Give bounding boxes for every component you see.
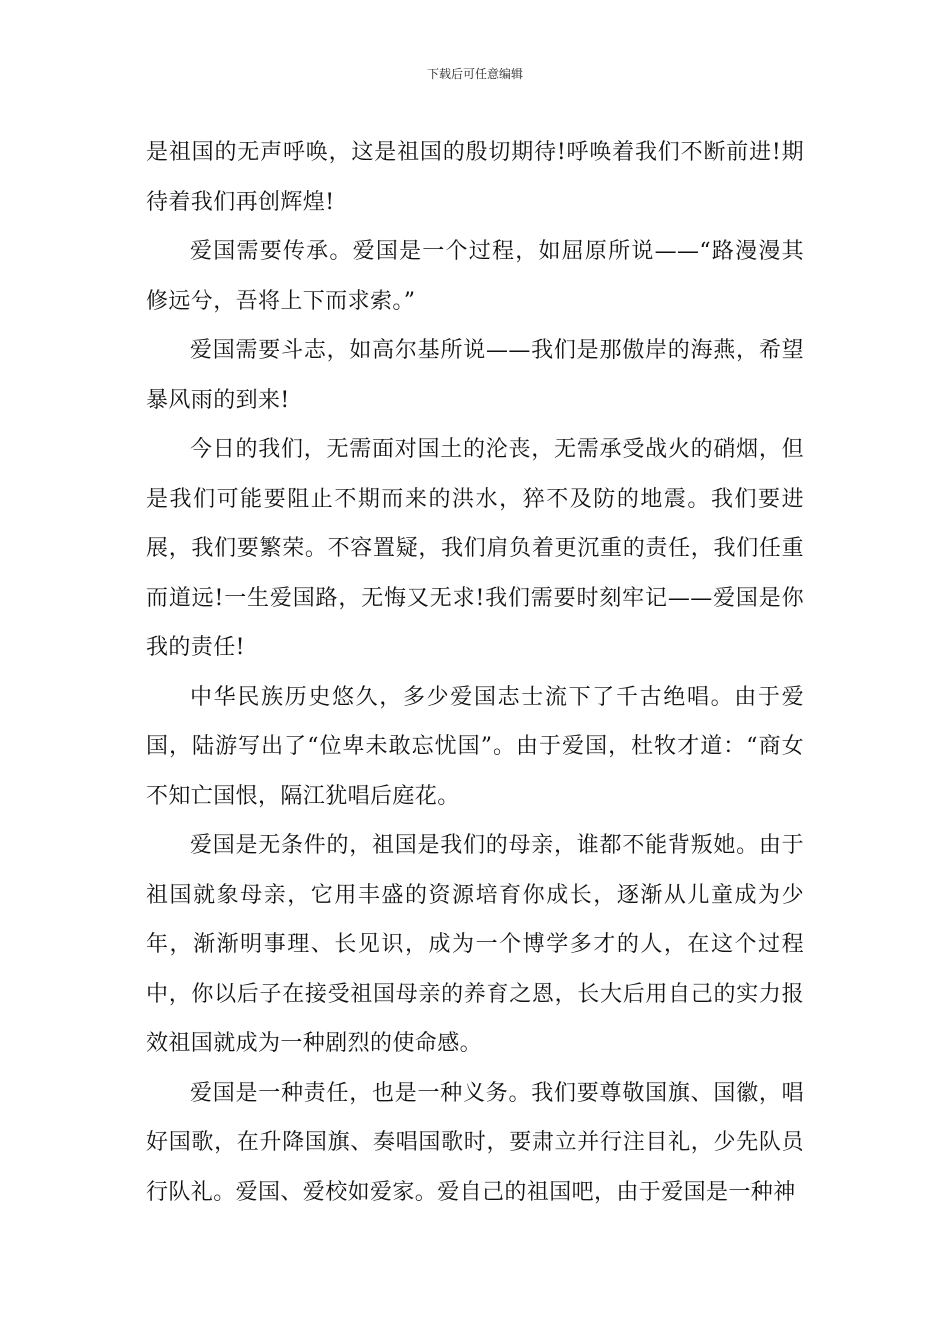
paragraph-3: 爱国需要斗志，如高尔基所说——我们是那傲岸的海燕，希望暴风雨的到来! <box>146 338 804 413</box>
paragraph-1: 是祖国的无声呼唤，这是祖国的殷切期待!呼唤着我们不断前进!期待着我们再创辉煌! <box>146 140 804 215</box>
paragraph-2: 爱国需要传承。爱国是一个过程，如屈原所说——“路漫漫其修远兮，吾将上下而求索。” <box>146 239 804 314</box>
paragraph-7: 爱国是一种责任，也是一种义务。我们要尊敬国旗、国徽，唱好国歌，在升降国旗、奏唱国歌时，要肃立并行注目礼，少先队员行队礼。爱国、爱校如爱家。爱自己的祖国吧，由于爱国是一种神 <box>146 1080 804 1205</box>
paragraph-5: 中华民族历史悠久，多少爱国志士流下了千古绝唱。由于爱国，陆游写出了“位卑未敢忘忧国”。由于爱国，杜牧才道：“商女不知亡国恨，隔江犹唱后庭花。 <box>146 684 804 809</box>
paragraph-4: 今日的我们，无需面对国土的沦丧，无需承受战火的硝烟，但是我们可能要阻止不期而来的洪水，猝不及防的地震。我们要进展，我们要繁荣。不容置疑，我们肩负着更沉重的责任，我们任重而道远!一生爱国路，无悔又无求!我们需要时刻牢记——爱国是你我的责任! <box>146 437 804 660</box>
document-body <box>146 128 804 1217</box>
page-header: 下载后可任意编辑 <box>426 67 523 81</box>
paragraph-6: 爱国是无条件的，祖国是我们的母亲，谁都不能背叛她。由于祖国就象母亲，它用丰盛的资源培育你成长，逐渐从儿童成为少年，渐渐明事理、长见识，成为一个博学多才的人，在这个过程中，你以后子在接受祖国母亲的养育之恩，长大后用自己的实力报效祖国就成为一种剧烈的使命感。 <box>146 833 804 1056</box>
